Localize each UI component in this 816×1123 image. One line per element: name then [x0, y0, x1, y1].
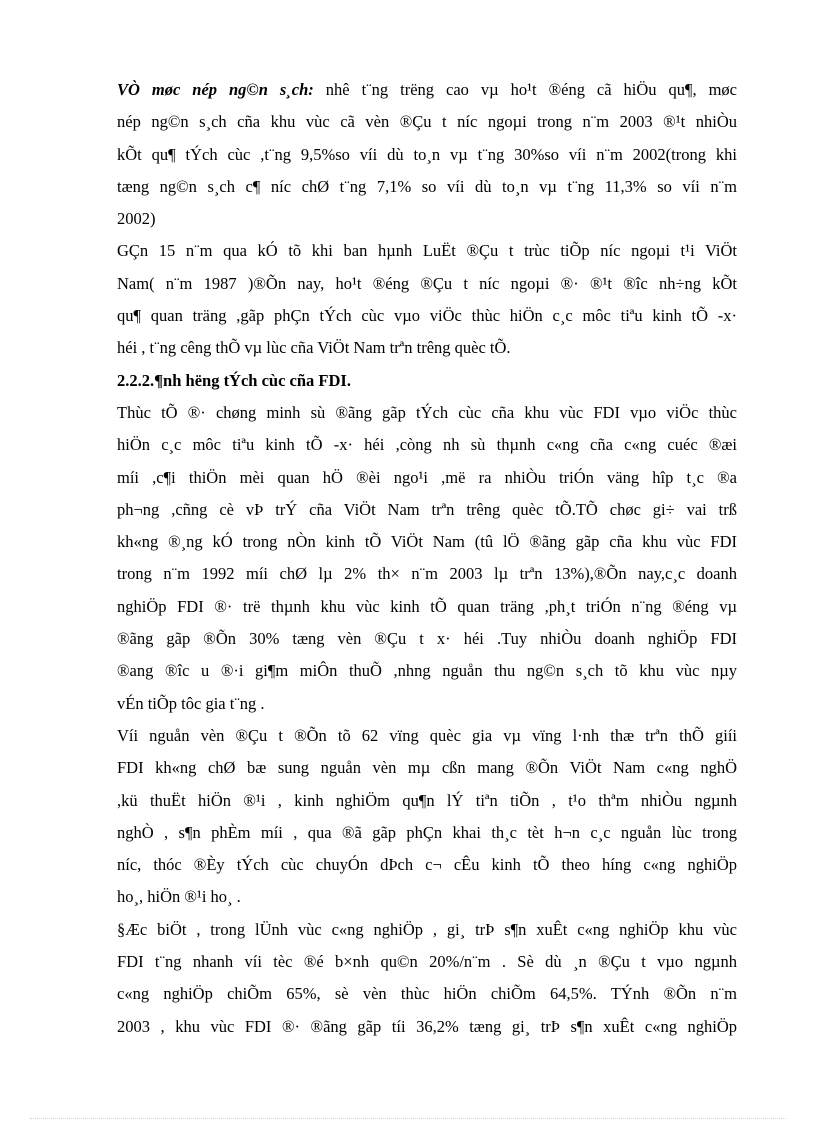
paragraph-2-line-2: Nam( n¨m 1987 )®Õn nay, ho¹t ®éng ®Çu t níc ngoµi ®· ®¹t ®îc nh÷ng kÕt: [117, 273, 737, 293]
paragraph-1-lead: VÒ møc nép ng©n s¸ch:: [117, 80, 314, 99]
paragraph-5-line-2: FDI t¨ng nhanh víi tèc ®é b×nh qu©n 20%/n¨m . Sè dù ¸n ®Çu t vµo ngµnh: [117, 952, 737, 972]
paragraph-1-line-5: 2002): [117, 209, 156, 229]
paragraph-3-line-9: ®ang ®îc u ®·i gi¶m miÔn thuÕ ,nhng nguån thu ng©n s¸ch tõ khu vùc nµy: [117, 661, 737, 681]
paragraph-5-line-4: 2003 , khu vùc FDI ®· ®ãng gãp tíi 36,2% tæng gi¸ trÞ s¶n xuÊt c«ng nghiÖp: [117, 1016, 737, 1036]
paragraph-3-line-3: míi ,c¶i thiÖn mèi quan hÖ ®èi ngo¹i ,më ra nhiÒu triÓn väng hîp t¸c ®a: [117, 467, 737, 487]
page-bottom-divider: [30, 1118, 786, 1119]
paragraph-3-line-10: vÉn tiÕp tôc gia t¨ng .: [117, 693, 265, 713]
paragraph-4-line-1: Víi nguån vèn ®Çu t ®Õn tõ 62 vïng quèc gia vµ vïng l·nh thæ trªn thÕ giíi: [117, 725, 737, 745]
paragraph-4-line-4: nghÒ , s¶n phÈm míi , qua ®ã gãp phÇn khai th¸c tèt h¬n c¸c nguån lùc trong: [117, 822, 737, 842]
paragraph-4-line-5: níc, thóc ®Èy tÝch cùc chuyÓn dÞch c¬ cÊu kinh tÕ theo híng c«ng nghiÖp: [117, 855, 737, 875]
paragraph-3-line-2: hiÖn c¸c môc tiªu kinh tÕ -x· héi ,còng nh sù thµnh c«ng cña c«ng cuéc ®æi: [117, 435, 737, 455]
paragraph-1-line-1: [117, 74, 737, 106]
paragraph-3-line-7: nghiÖp FDI ®· trë thµnh khu vùc kinh tÕ quan träng ,ph¸t triÓn n¨ng ®éng vµ: [117, 596, 737, 616]
document-body: [117, 74, 737, 1043]
paragraph-4-line-6: ho¸, hiÖn ®¹i ho¸ .: [117, 887, 241, 907]
paragraph-2-line-3: qu¶ quan träng ,gãp phÇn tÝch cùc vµo viÖc thùc hiÖn c¸c môc tiªu kinh tÕ -x·: [117, 306, 737, 326]
paragraph-1-line-4: tæng ng©n s¸ch c¶ níc chØ t¨ng 7,1% so víi dù to¸n vµ t¨ng 11,3% so víi n¨m: [117, 176, 737, 196]
paragraph-4-line-3: ,kü thuËt hiÖn ®¹i , kinh nghiÖm qu¶n lÝ tiªn tiÕn , t¹o thªm nhiÒu ngµnh: [117, 790, 737, 810]
paragraph-3-line-1: Thùc tÕ ®· chøng minh sù ®ãng gãp tÝch cùc cña khu vùc FDI vµo viÖc thùc: [117, 402, 737, 422]
paragraph-1-line-3: kÕt qu¶ tÝch cùc ,t¨ng 9,5%so víi dù to¸n vµ t¨ng 30%so víi n¨m 2002(trong khi: [117, 144, 737, 164]
paragraph-3-line-4: ph¬ng ,cñng cè vÞ trÝ cña ViÖt Nam trªn trêng quèc tÕ.TÕ chøc gi÷ vai trß: [117, 499, 737, 519]
paragraph-1-line-1-text: nhê t¨ng trëng cao vµ ho¹t ®éng cã hiÖu qu¶, møc: [313, 80, 737, 99]
paragraph-3-line-5: kh«ng ®¸ng kÓ trong nÒn kinh tÕ ViÖt Nam (tû lÖ ®ãng gãp cña khu vùc FDI: [117, 532, 737, 552]
paragraph-4-line-2: FDI kh«ng chØ bæ sung nguån vèn mµ cßn mang ®Õn ViÖt Nam c«ng nghÖ: [117, 758, 737, 778]
paragraph-3-line-8: ®ãng gãp ®Õn 30% tæng vèn ®Çu t x· héi .Tuy nhiÒu doanh nghiÖp FDI: [117, 629, 737, 649]
paragraph-5-line-1: §Æc biÖt , trong lÜnh vùc c«ng nghiÖp , gi¸ trÞ s¶n xuÊt c«ng nghiÖp khu vùc: [117, 919, 737, 939]
paragraph-3-line-6: trong n¨m 1992 míi chØ lµ 2% th× n¨m 2003 lµ trªn 13%),®Õn nay,c¸c doanh: [117, 564, 737, 584]
section-heading: 2.2.2.¶nh hëng tÝch cùc cña FDI.: [117, 370, 351, 390]
paragraph-2-line-1: GÇn 15 n¨m qua kÓ tõ khi ban hµnh LuËt ®Çu t trùc tiÕp níc ngoµi t¹i ViÖt: [117, 241, 737, 261]
paragraph-2-line-4: héi , t¨ng cêng thÕ vµ lùc cña ViÖt Nam trªn trêng quèc tÕ.: [117, 338, 511, 358]
paragraph-5-line-3: c«ng nghiÖp chiÕm 65%, sè vèn thùc hiÖn chiÕm 64,5%. TÝnh ®Õn n¨m: [117, 984, 737, 1004]
paragraph-1-line-2: nép ng©n s¸ch cña khu vùc cã vèn ®Çu t níc ngoµi trong n¨m 2003 ®¹t nhiÒu: [117, 112, 737, 132]
